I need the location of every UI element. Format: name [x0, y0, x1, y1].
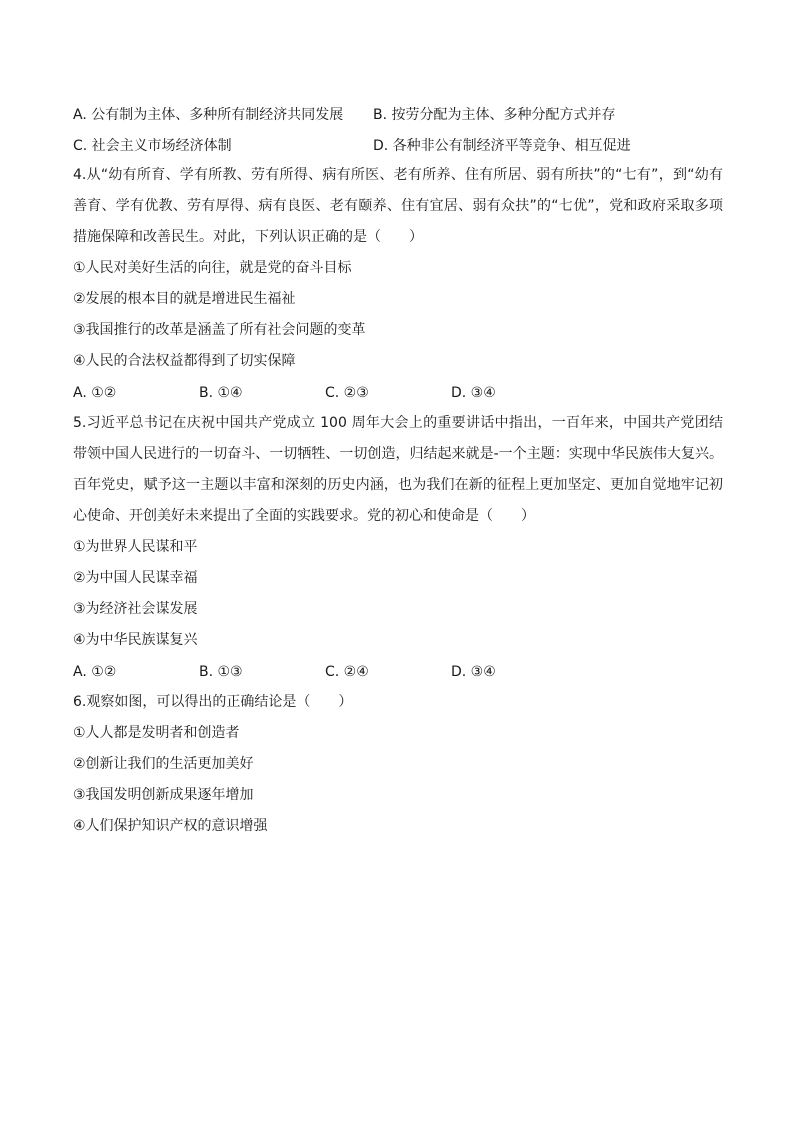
- q4-option-b: B. ①④: [199, 384, 243, 401]
- q5-item-1: ①为世界人民谋和平: [73, 539, 198, 555]
- q5-option-d: D. ③④: [451, 663, 496, 680]
- q5-item-3: ③为经济社会谋发展: [73, 601, 198, 617]
- q6-item-3: ③我国发明创新成果逐年增加: [73, 787, 254, 803]
- q6-item-1: ①人人都是发明者和创造者: [73, 725, 240, 741]
- q4-option-c: C. ②③: [325, 384, 369, 401]
- q3-option-c: C. 社会主义市场经济体制: [73, 137, 232, 154]
- q5-item-4: ④为中华民族谋复兴: [73, 632, 198, 648]
- q6-item-4: ④人们保护知识产权的意识增强: [73, 818, 268, 834]
- q4-item-4: ④人民的合法权益都得到了切实保障: [73, 353, 296, 369]
- q5-options: [73, 656, 723, 687]
- q3-options-row-2: [73, 129, 723, 160]
- q5-option-a: A. ①②: [73, 663, 117, 680]
- q3-option-d: D. 各种非公有制经济平等竞争、相互促进: [373, 137, 631, 154]
- q3-option-b: B. 按劳分配为主体、多种分配方式并存: [373, 106, 616, 123]
- q4-options: [73, 377, 723, 408]
- q3-options-row-1: [73, 98, 723, 129]
- question-content: [73, 98, 723, 842]
- q4-item-2: ②发展的根本目的就是增进民生福祉: [73, 291, 296, 307]
- q5-option-c: C. ②④: [325, 663, 369, 680]
- q4-item-3: ③我国推行的改革是涵盖了所有社会问题的变革: [73, 322, 366, 338]
- q4-option-d: D. ③④: [451, 384, 496, 401]
- q6-stem: 6.观察如图，可以得出的正确结论是（ ）: [73, 694, 353, 710]
- q3-option-a: A. 公有制为主体、多种所有制经济共同发展: [73, 106, 344, 123]
- q6-item-2: ②创新让我们的生活更加美好: [73, 756, 254, 772]
- q5-option-b: B. ①③: [199, 663, 243, 680]
- q5-item-2: ②为中国人民谋幸福: [73, 570, 198, 586]
- q4-option-a: A. ①②: [73, 384, 117, 401]
- q5-stem: 5.习近平总书记在庆祝中国共产党成立 100 周年大会上的重要讲话中指出，一百年来，中国共产党团结带领中国人民进行的一切奋斗、一切牺牲、一切创造，归结起来就是-一个主题：实现中华民族伟大复兴。百年党史，赋予这一主题以丰富和深刻的历史内涵，也为我们在新的征程上更加坚定、更加自觉地牢记初心使命、开创美好未来提出了全面的实践要求。党的初心和使命是（ ）: [73, 415, 723, 524]
- q4-stem: 4.从“幼有所育、学有所教、劳有所得、病有所医、老有所养、住有所居、弱有所扶”的“七有”，到“幼有善育、学有优教、劳有厚得、病有良医、老有颐养、住有宜居、弱有众扶”的“七优”，党和政府采取多项措施保障和改善民生。对此，下列认识正确的是（ ）: [73, 167, 723, 245]
- q4-item-1: ①人民对美好生活的向往，就是党的奋斗目标: [73, 260, 352, 276]
